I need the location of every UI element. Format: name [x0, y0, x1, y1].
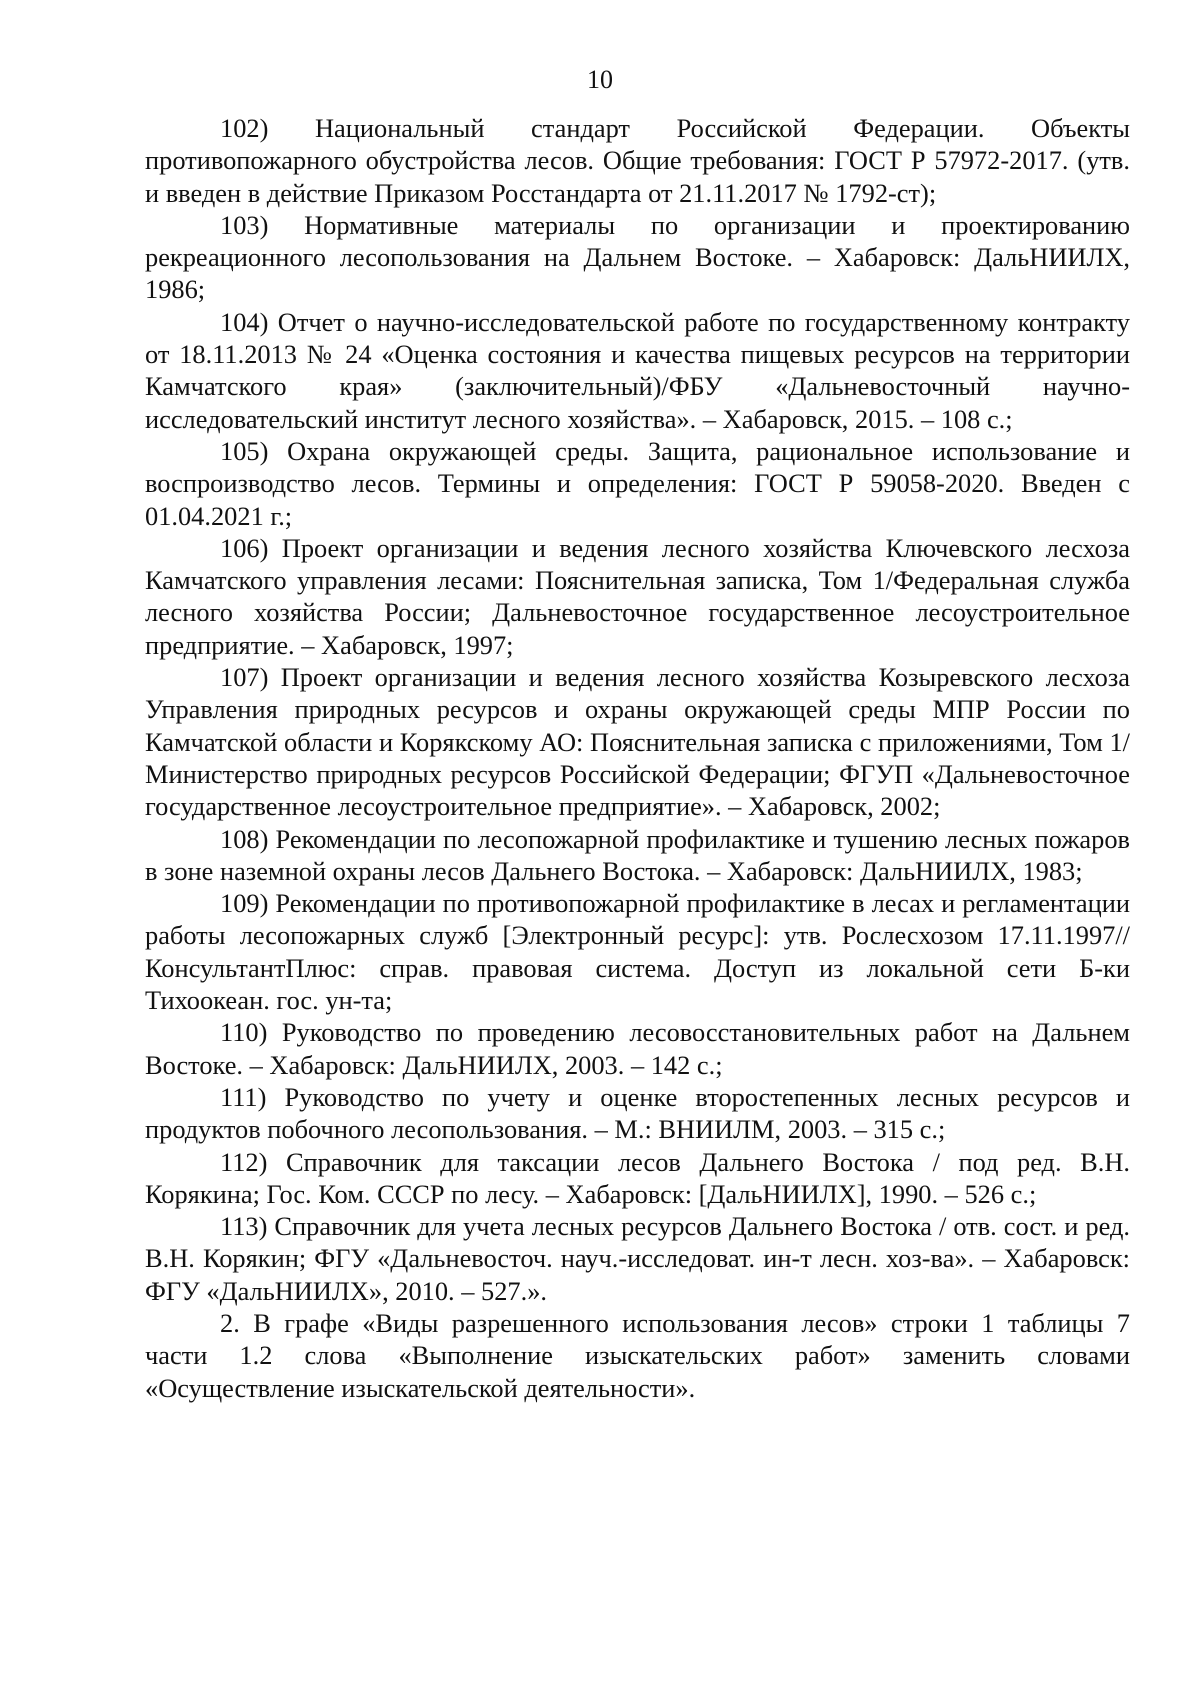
reference-item-106: 106) Проект организации и ведения лесного хозяйства Ключевского лесхоза Камчатского управления лесами: Пояснительная записка, Том 1/Федеральная служба лесного хозяйства России; Дальневосточное государственное лесоустроительное предприятие. – Хабаровск, 1997;	[145, 532, 1130, 660]
reference-item-105: 105) Охрана окружающей среды. Защита, рациональное использование и воспроизводство лесов. Термины и определения: ГОСТ Р 59058-2020. Введен с 01.04.2021 г.;	[145, 435, 1130, 531]
reference-item-112: 112) Справочник для таксации лесов Дальнего Востока / под ред. В.Н. Корякина; Гос. Ком. СССР по лесу. – Хабаровск: [ДальНИИЛХ], 1990. – 526 с.;	[145, 1146, 1130, 1209]
document-body	[145, 112, 1130, 1404]
reference-item-108: 108) Рекомендации по лесопожарной профилактике и тушению лесных пожаров в зоне наземной охраны лесов Дальнего Востока. – Хабаровск: ДальНИИЛХ, 1983;	[145, 823, 1130, 886]
reference-item-111: 111) Руководство по учету и оценке второстепенных лесных ресурсов и продуктов побочного лесопользования. – М.: ВНИИЛМ, 2003. – 315 с.;	[145, 1081, 1130, 1145]
reference-item-102: 102) Национальный стандарт Российской Федерации. Объекты противопожарного обустройства лесов. Общие требования: ГОСТ Р 57972-2017. (утв. и введен в действие Приказом Росстандарта от 21.11.2017 № 1792-ст);	[145, 113, 1130, 208]
reference-item-103: 103) Нормативные материалы по организации и проектированию рекреационного лесопользования на Дальнем Востоке. – Хабаровск: ДальНИИЛХ, 1986;	[145, 209, 1130, 305]
reference-item-104: 104) Отчет о научно-исследовательской работе по государственному контракту от 18.11.2013 № 24 «Оценка состояния и качества пищевых ресурсов на территории Камчатского края» (заключительный)/ФБУ «Дальневосточный научно-исследовательский институт лесного хозяйства». – Хабаровск, 2015. – 108 с.;	[145, 306, 1130, 434]
reference-item-110: 110) Руководство по проведению лесовосстановительных работ на Дальнем Востоке. – Хабаровск: ДальНИИЛХ, 2003. – 142 с.;	[145, 1017, 1130, 1080]
amendment-item-2: 2. В графе «Виды разрешенного использования лесов» строки 1 таблицы 7 части 1.2 слова «Выполнение изыскательских работ» заменить словами «Осуществление изыскательской деятельности».	[145, 1307, 1130, 1403]
reference-item-113: 113) Справочник для учета лесных ресурсов Дальнего Востока / отв. сост. и ред. В.Н. Корякин; ФГУ «Дальневосточ. науч.-исследоват. ин-т лесн. хоз-ва». – Хабаровск: ФГУ «ДальНИИЛХ», 2010. – 527.».	[145, 1211, 1130, 1306]
reference-item-107: 107) Проект организации и ведения лесного хозяйства Козыревского лесхоза Управления природных ресурсов и охраны окружающей среды МПР России по Камчатской области и Корякскому АО: Пояснительная записка с приложениями, Том 1/Министерство природных ресурсов Российской Федерации; ФГУП «Дальневосточное государственное лесоустроительное предприятие». – Хабаровск, 2002;	[145, 662, 1130, 822]
page-number: 10	[587, 65, 613, 94]
reference-item-109: 109) Рекомендации по противопожарной профилактике в лесах и регламентации работы лесопожарных служб [Электронный ресурс]: утв. Рослесхозом 17.11.1997// КонсультантПлюс: справ. правовая система. Доступ из локальной сети Б-ки Тихоокеан. гос. ун-та;	[145, 888, 1130, 1016]
